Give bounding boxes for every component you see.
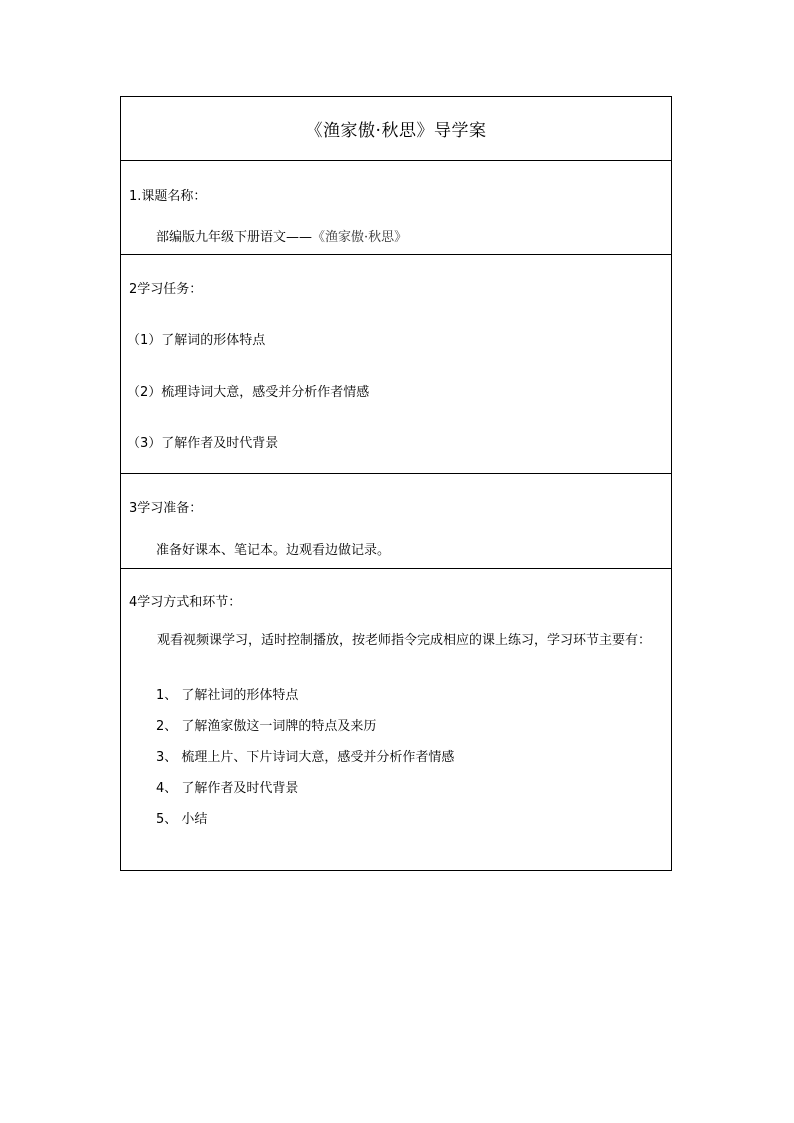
- section-course-name: [121, 160, 671, 254]
- guide-table: [120, 96, 672, 871]
- methods-intro: 观看视频课学习，适时控制播放，按老师指令完成相应的课上练习，学习环节主要有：: [157, 633, 652, 648]
- preparation-text: 准备好课本、笔记本。边观看边做记录。: [156, 543, 391, 558]
- section-methods-steps: [121, 568, 671, 870]
- section-preparation: [121, 473, 671, 568]
- step-item: 5、 小结: [156, 812, 208, 827]
- page-title: 《渔家傲·秋思》导学案: [305, 121, 487, 141]
- step-item: 2、 了解渔家傲这一词牌的特点及来历: [156, 719, 377, 734]
- title-row: [121, 97, 671, 160]
- section-heading: 1.课题名称：: [129, 189, 207, 204]
- course-title: 《渔家傲·秋思》: [312, 230, 408, 245]
- task-item: （3）了解作者及时代背景: [127, 436, 279, 451]
- course-line: [156, 226, 407, 245]
- step-item: 4、 了解作者及时代背景: [156, 781, 299, 796]
- step-item: 3、 梳理上片、下片诗词大意，感受并分析作者情感: [156, 750, 455, 765]
- section-learning-tasks: [121, 254, 671, 473]
- section-heading: 2学习任务：: [129, 282, 203, 297]
- course-prefix: 部编版九年级下册语文——: [156, 230, 313, 245]
- section-heading: 3学习准备：: [129, 501, 203, 516]
- task-item: （2）梳理诗词大意，感受并分析作者情感: [127, 385, 370, 400]
- task-item: （1）了解词的形体特点: [127, 333, 266, 348]
- section-heading: 4学习方式和环节：: [129, 595, 242, 610]
- step-item: 1、 了解社词的形体特点: [156, 688, 299, 703]
